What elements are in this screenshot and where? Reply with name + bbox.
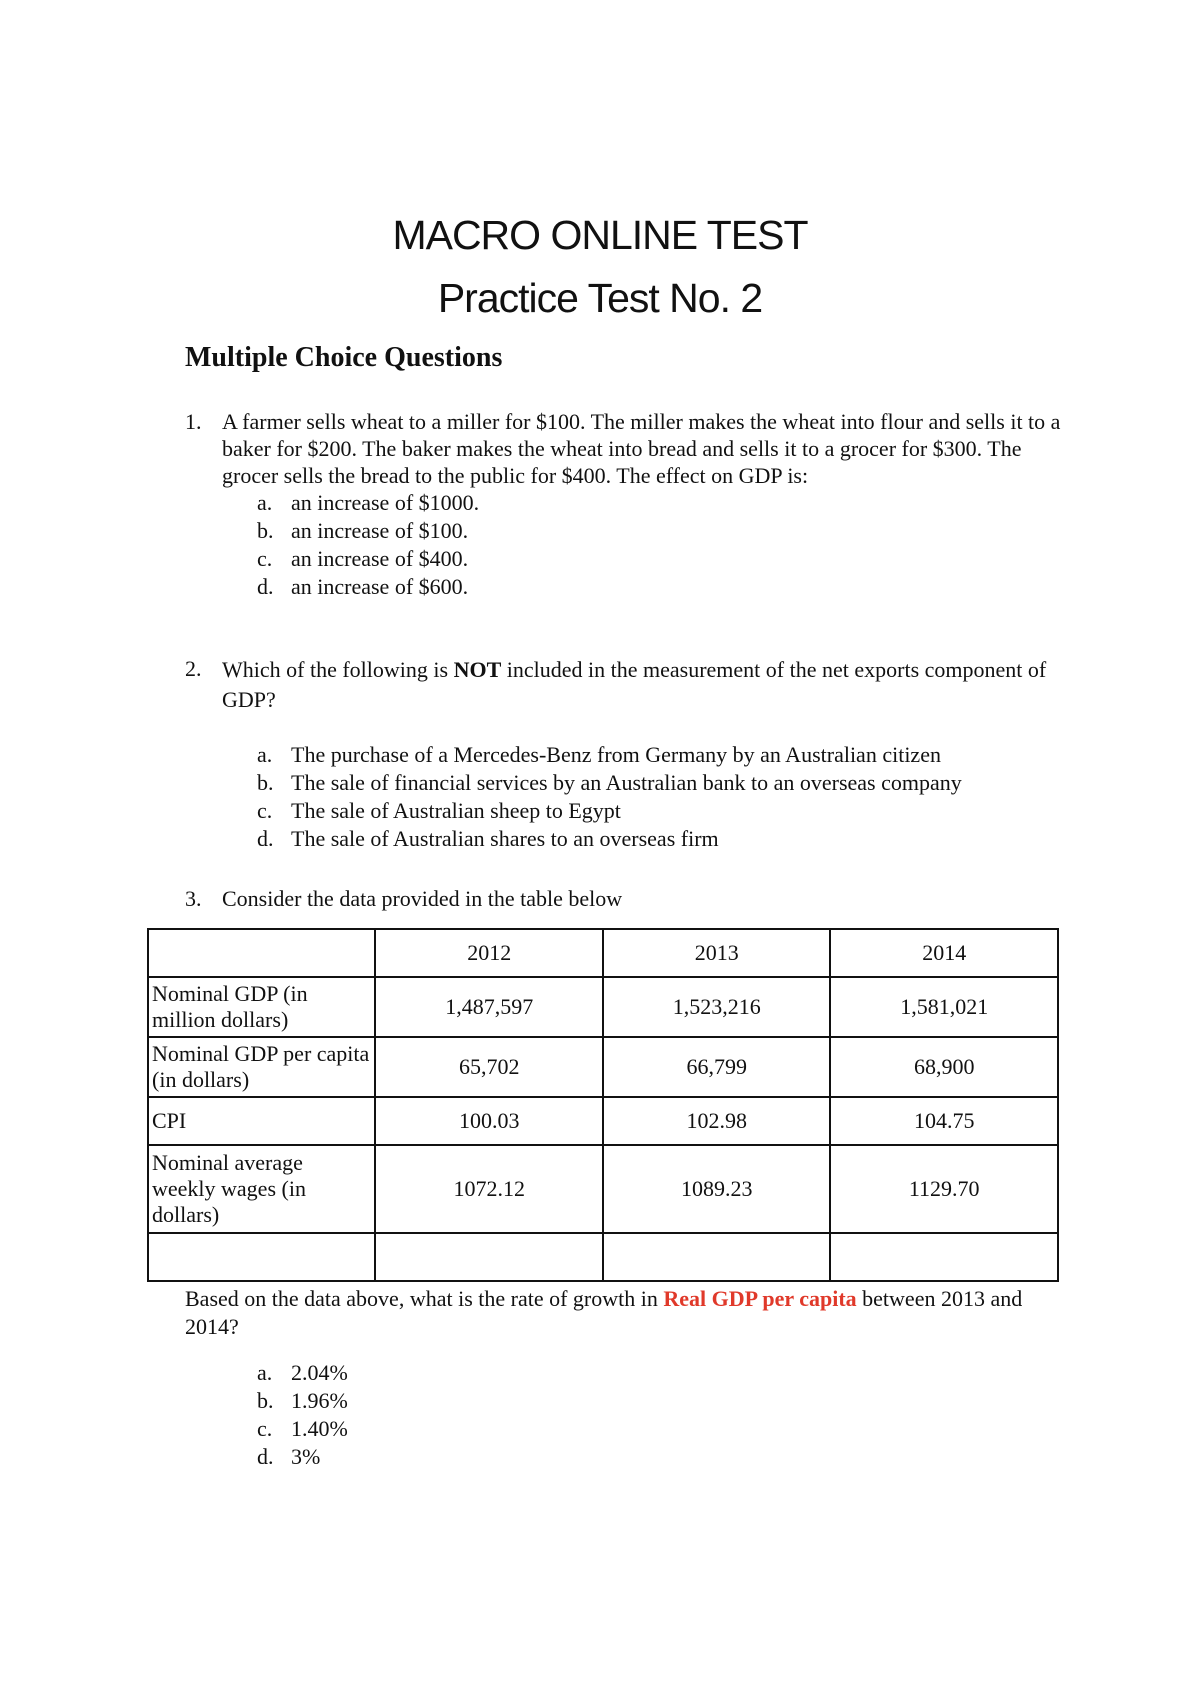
option xyxy=(257,741,1065,769)
option-letter: b. xyxy=(257,518,274,543)
table-header-cell: 2013 xyxy=(603,929,831,977)
table-cell: 100.03 xyxy=(375,1097,603,1145)
row-label: Nominal GDP per capita (in dollars) xyxy=(148,1037,375,1097)
row-label: CPI xyxy=(148,1097,375,1145)
option-text: an increase of $400. xyxy=(291,546,469,571)
option-text: The purchase of a Mercedes-Benz from Germany by an Australian citizen xyxy=(291,742,941,767)
table-row xyxy=(148,1097,1058,1145)
option-letter: b. xyxy=(257,1388,274,1413)
option xyxy=(257,517,1065,545)
option-text: 3% xyxy=(291,1444,321,1469)
table-cell: 1,581,021 xyxy=(830,977,1058,1037)
table-header-row xyxy=(148,929,1058,977)
table-cell: 1072.12 xyxy=(375,1145,603,1233)
followup-text-part: Based on the data above, what is the rate of growth in xyxy=(185,1286,664,1311)
question-text: A farmer sells wheat to a miller for $100. The miller makes the wheat into flour and sells it to a baker for $200. The baker makes the wheat into bread and sells it to a grocer for $300. The grocer sells the bread to the public for $400. The effect on GDP is: xyxy=(222,409,1061,488)
table-cell: 65,702 xyxy=(375,1037,603,1097)
option xyxy=(257,797,1065,825)
table-header-cell xyxy=(148,929,375,977)
table-cell: 66,799 xyxy=(603,1037,831,1097)
section-heading: Multiple Choice Questions xyxy=(185,342,503,373)
option-letter: c. xyxy=(257,798,273,823)
row-label: Nominal average weekly wages (in dollars) xyxy=(148,1145,375,1233)
options-list xyxy=(257,741,1065,853)
table-row-empty xyxy=(148,1233,1058,1281)
option-text: 1.96% xyxy=(291,1388,348,1413)
table-cell: 104.75 xyxy=(830,1097,1058,1145)
question-number: 1. xyxy=(185,409,202,434)
table-header-cell: 2012 xyxy=(375,929,603,977)
question-number: 2. xyxy=(185,656,202,681)
question-text-part: Which of the following is xyxy=(222,657,454,682)
option xyxy=(257,545,1065,573)
data-table xyxy=(147,928,1059,1282)
options-list xyxy=(257,1359,1065,1471)
table-row xyxy=(148,1037,1058,1097)
question-number: 3. xyxy=(185,886,202,911)
question-text: Consider the data provided in the table below xyxy=(222,886,623,911)
document-subtitle: Practice Test No. 2 xyxy=(437,275,763,321)
options-list xyxy=(257,489,1065,601)
table-cell xyxy=(603,1233,831,1281)
option xyxy=(257,489,1065,517)
question-3 xyxy=(185,885,1065,912)
option-letter: c. xyxy=(257,546,273,571)
option-text: an increase of $1000. xyxy=(291,490,480,515)
option xyxy=(257,1359,1065,1387)
option-text: 2.04% xyxy=(291,1360,348,1385)
option-letter: b. xyxy=(257,770,274,795)
table-cell xyxy=(375,1233,603,1281)
followup-text xyxy=(185,1285,1065,1341)
table-cell xyxy=(830,1233,1058,1281)
row-label: Nominal GDP (in million dollars) xyxy=(148,977,375,1037)
option-letter: a. xyxy=(257,742,273,767)
question-1 xyxy=(185,408,1065,601)
table-cell: 1129.70 xyxy=(830,1145,1058,1233)
question-text xyxy=(222,655,1065,715)
table-cell: 1,523,216 xyxy=(603,977,831,1037)
option-letter: a. xyxy=(257,1360,273,1385)
option xyxy=(257,1443,1065,1471)
option-letter: d. xyxy=(257,574,274,599)
table-cell: 102.98 xyxy=(603,1097,831,1145)
option-text: 1.40% xyxy=(291,1416,348,1441)
option-letter: c. xyxy=(257,1416,273,1441)
emphasis-real-gdp: Real GDP per capita xyxy=(663,1286,857,1311)
table-cell: 1,487,597 xyxy=(375,977,603,1037)
table-row xyxy=(148,1145,1058,1233)
option-letter: d. xyxy=(257,826,274,851)
followup-text-part: between 2013 and 2014? xyxy=(185,1286,1023,1339)
option-text: The sale of Australian shares to an overseas firm xyxy=(291,826,719,851)
table-cell: 68,900 xyxy=(830,1037,1058,1097)
option-text: an increase of $100. xyxy=(291,518,469,543)
option xyxy=(257,769,1065,797)
option xyxy=(257,1387,1065,1415)
option-text: an increase of $600. xyxy=(291,574,469,599)
table-cell: 1089.23 xyxy=(603,1145,831,1233)
question-3-followup xyxy=(185,1285,1065,1471)
option-text: The sale of Australian sheep to Egypt xyxy=(291,798,621,823)
emphasis-not: NOT xyxy=(453,657,502,682)
document-title: MACRO ONLINE TEST xyxy=(392,212,808,258)
option xyxy=(257,573,1065,601)
option-letter: d. xyxy=(257,1444,274,1469)
table-row xyxy=(148,977,1058,1037)
option-letter: a. xyxy=(257,490,273,515)
option xyxy=(257,1415,1065,1443)
question-2 xyxy=(185,655,1065,853)
row-label xyxy=(148,1233,375,1281)
option xyxy=(257,825,1065,853)
table-header-cell: 2014 xyxy=(830,929,1058,977)
option-text: The sale of financial services by an Australian bank to an overseas company xyxy=(291,770,962,795)
question-text-part: included in the measurement of the net exports component of GDP? xyxy=(222,657,1047,712)
